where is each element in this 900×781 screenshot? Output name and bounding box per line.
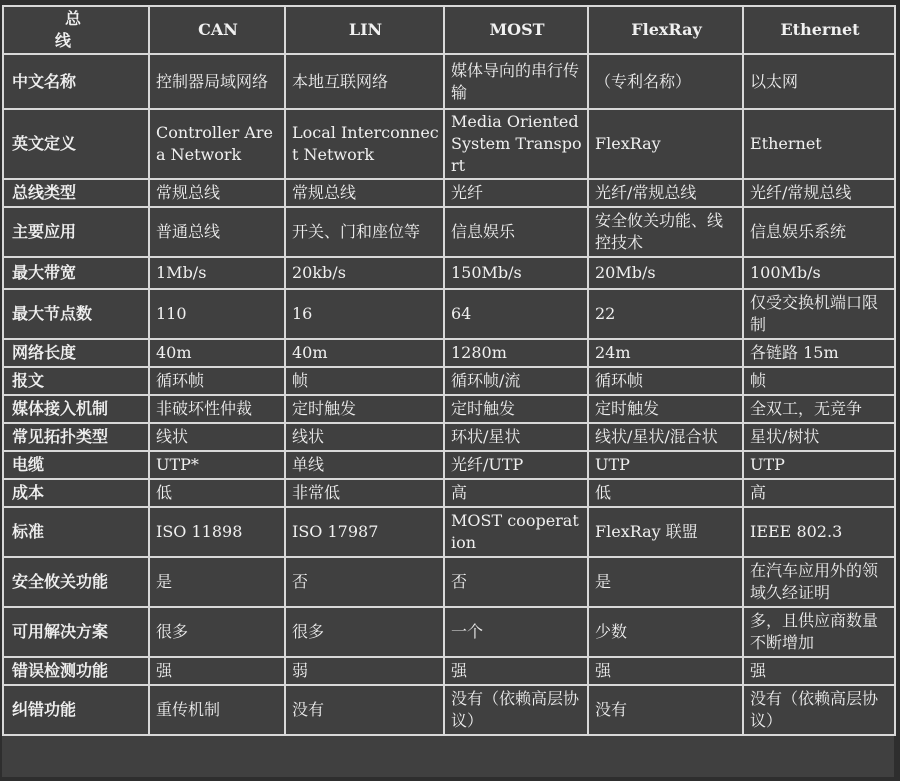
cell-flexray: 24m (588, 339, 743, 367)
cell-can: 40m (149, 339, 285, 367)
cell-ethernet: 各链路 15m (743, 339, 895, 367)
cell-lin: Local Interconnect Network (285, 109, 444, 179)
cell-lin: 16 (285, 289, 444, 339)
cell-ethernet: 星状/树状 (743, 423, 895, 451)
cell-ethernet: 100Mb/s (743, 257, 895, 289)
cell-can: 强 (149, 657, 285, 685)
cell-lin: ISO 17987 (285, 507, 444, 557)
cell-ethernet: UTP (743, 451, 895, 479)
cell-can: 常规总线 (149, 179, 285, 207)
cell-most: 64 (444, 289, 588, 339)
table-row (3, 685, 895, 735)
comparison-table-panel (2, 5, 894, 777)
cell-flexray: 22 (588, 289, 743, 339)
table-row (3, 179, 895, 207)
header-flexray: FlexRay (588, 6, 743, 54)
cell-flexray: 光纤/常规总线 (588, 179, 743, 207)
row-label: 中文名称 (3, 54, 149, 109)
row-label: 英文定义 (3, 109, 149, 179)
cell-can: 控制器局域网络 (149, 54, 285, 109)
header-ethernet: Ethernet (743, 6, 895, 54)
cell-most: MOST cooperation (444, 507, 588, 557)
cell-can: 线状 (149, 423, 285, 451)
cell-ethernet: 全双工，无竞争 (743, 395, 895, 423)
cell-flexray: 线状/星状/混合状 (588, 423, 743, 451)
cell-most: Media Oriented System Transport (444, 109, 588, 179)
cell-most: 否 (444, 557, 588, 607)
cell-flexray: 没有 (588, 685, 743, 735)
cell-can: 1Mb/s (149, 257, 285, 289)
cell-flexray: 循环帧 (588, 367, 743, 395)
cell-flexray: 少数 (588, 607, 743, 657)
cell-most: 1280m (444, 339, 588, 367)
table-row (3, 395, 895, 423)
header-most: MOST (444, 6, 588, 54)
table-row (3, 257, 895, 289)
row-label: 纠错功能 (3, 685, 149, 735)
row-label: 常见拓扑类型 (3, 423, 149, 451)
cell-most: 循环帧/流 (444, 367, 588, 395)
row-label: 报文 (3, 367, 149, 395)
table-row (3, 339, 895, 367)
cell-lin: 40m (285, 339, 444, 367)
cell-lin: 否 (285, 557, 444, 607)
row-label: 可用解决方案 (3, 607, 149, 657)
row-label: 电缆 (3, 451, 149, 479)
cell-can: Controller Area Network (149, 109, 285, 179)
cell-can: 很多 (149, 607, 285, 657)
table-row (3, 367, 895, 395)
cell-flexray: UTP (588, 451, 743, 479)
table-row (3, 423, 895, 451)
table-row (3, 289, 895, 339)
cell-ethernet: 强 (743, 657, 895, 685)
cell-lin: 帧 (285, 367, 444, 395)
row-label: 最大带宽 (3, 257, 149, 289)
cell-most: 150Mb/s (444, 257, 588, 289)
cell-most: 媒体导向的串行传输 (444, 54, 588, 109)
cell-most: 高 (444, 479, 588, 507)
cell-ethernet: 帧 (743, 367, 895, 395)
cell-ethernet: IEEE 802.3 (743, 507, 895, 557)
cell-most: 没有（依赖高层协议） (444, 685, 588, 735)
header-row (3, 6, 895, 54)
cell-most: 强 (444, 657, 588, 685)
row-label: 媒体接入机制 (3, 395, 149, 423)
cell-most: 一个 (444, 607, 588, 657)
table-row (3, 557, 895, 607)
row-label: 标准 (3, 507, 149, 557)
cell-most: 光纤/UTP (444, 451, 588, 479)
cell-lin: 非常低 (285, 479, 444, 507)
cell-lin: 弱 (285, 657, 444, 685)
cell-lin: 线状 (285, 423, 444, 451)
header-can: CAN (149, 6, 285, 54)
cell-ethernet: 高 (743, 479, 895, 507)
table-row (3, 54, 895, 109)
cell-lin: 很多 (285, 607, 444, 657)
cell-lin: 常规总线 (285, 179, 444, 207)
row-label: 错误检测功能 (3, 657, 149, 685)
table-row (3, 507, 895, 557)
row-label: 最大节点数 (3, 289, 149, 339)
bus-comparison-table (2, 5, 896, 736)
cell-can: 循环帧 (149, 367, 285, 395)
cell-can: UTP* (149, 451, 285, 479)
row-label: 安全攸关功能 (3, 557, 149, 607)
cell-flexray: 强 (588, 657, 743, 685)
cell-flexray: 是 (588, 557, 743, 607)
cell-can: 是 (149, 557, 285, 607)
cell-most: 光纤 (444, 179, 588, 207)
header-bus: 总 线 (3, 6, 149, 54)
cell-ethernet: 以太网 (743, 54, 895, 109)
cell-most: 环状/星状 (444, 423, 588, 451)
cell-flexray: 定时触发 (588, 395, 743, 423)
cell-lin: 本地互联网络 (285, 54, 444, 109)
cell-flexray: FlexRay 联盟 (588, 507, 743, 557)
cell-can: 110 (149, 289, 285, 339)
cell-ethernet: Ethernet (743, 109, 895, 179)
cell-can: 非破坏性仲裁 (149, 395, 285, 423)
table-row (3, 657, 895, 685)
table-row (3, 451, 895, 479)
cell-flexray: （专利名称） (588, 54, 743, 109)
cell-lin: 单线 (285, 451, 444, 479)
row-label: 成本 (3, 479, 149, 507)
cell-ethernet: 多，且供应商数量不断增加 (743, 607, 895, 657)
cell-flexray: 20Mb/s (588, 257, 743, 289)
cell-can: ISO 11898 (149, 507, 285, 557)
cell-ethernet: 光纤/常规总线 (743, 179, 895, 207)
cell-flexray: FlexRay (588, 109, 743, 179)
cell-lin: 没有 (285, 685, 444, 735)
cell-ethernet: 在汽车应用外的领域久经证明 (743, 557, 895, 607)
header-lin: LIN (285, 6, 444, 54)
cell-can: 普通总线 (149, 207, 285, 257)
cell-most: 信息娱乐 (444, 207, 588, 257)
table-row (3, 479, 895, 507)
cell-flexray: 安全攸关功能、线控技术 (588, 207, 743, 257)
row-label: 网络长度 (3, 339, 149, 367)
row-label: 总线类型 (3, 179, 149, 207)
cell-can: 低 (149, 479, 285, 507)
cell-can: 重传机制 (149, 685, 285, 735)
cell-lin: 开关、门和座位等 (285, 207, 444, 257)
cell-lin: 定时触发 (285, 395, 444, 423)
cell-ethernet: 信息娱乐系统 (743, 207, 895, 257)
cell-ethernet: 没有（依赖高层协议） (743, 685, 895, 735)
table-row (3, 109, 895, 179)
cell-most: 定时触发 (444, 395, 588, 423)
cell-ethernet: 仅受交换机端口限制 (743, 289, 895, 339)
table-row (3, 607, 895, 657)
table-row (3, 207, 895, 257)
cell-flexray: 低 (588, 479, 743, 507)
cell-lin: 20kb/s (285, 257, 444, 289)
row-label: 主要应用 (3, 207, 149, 257)
